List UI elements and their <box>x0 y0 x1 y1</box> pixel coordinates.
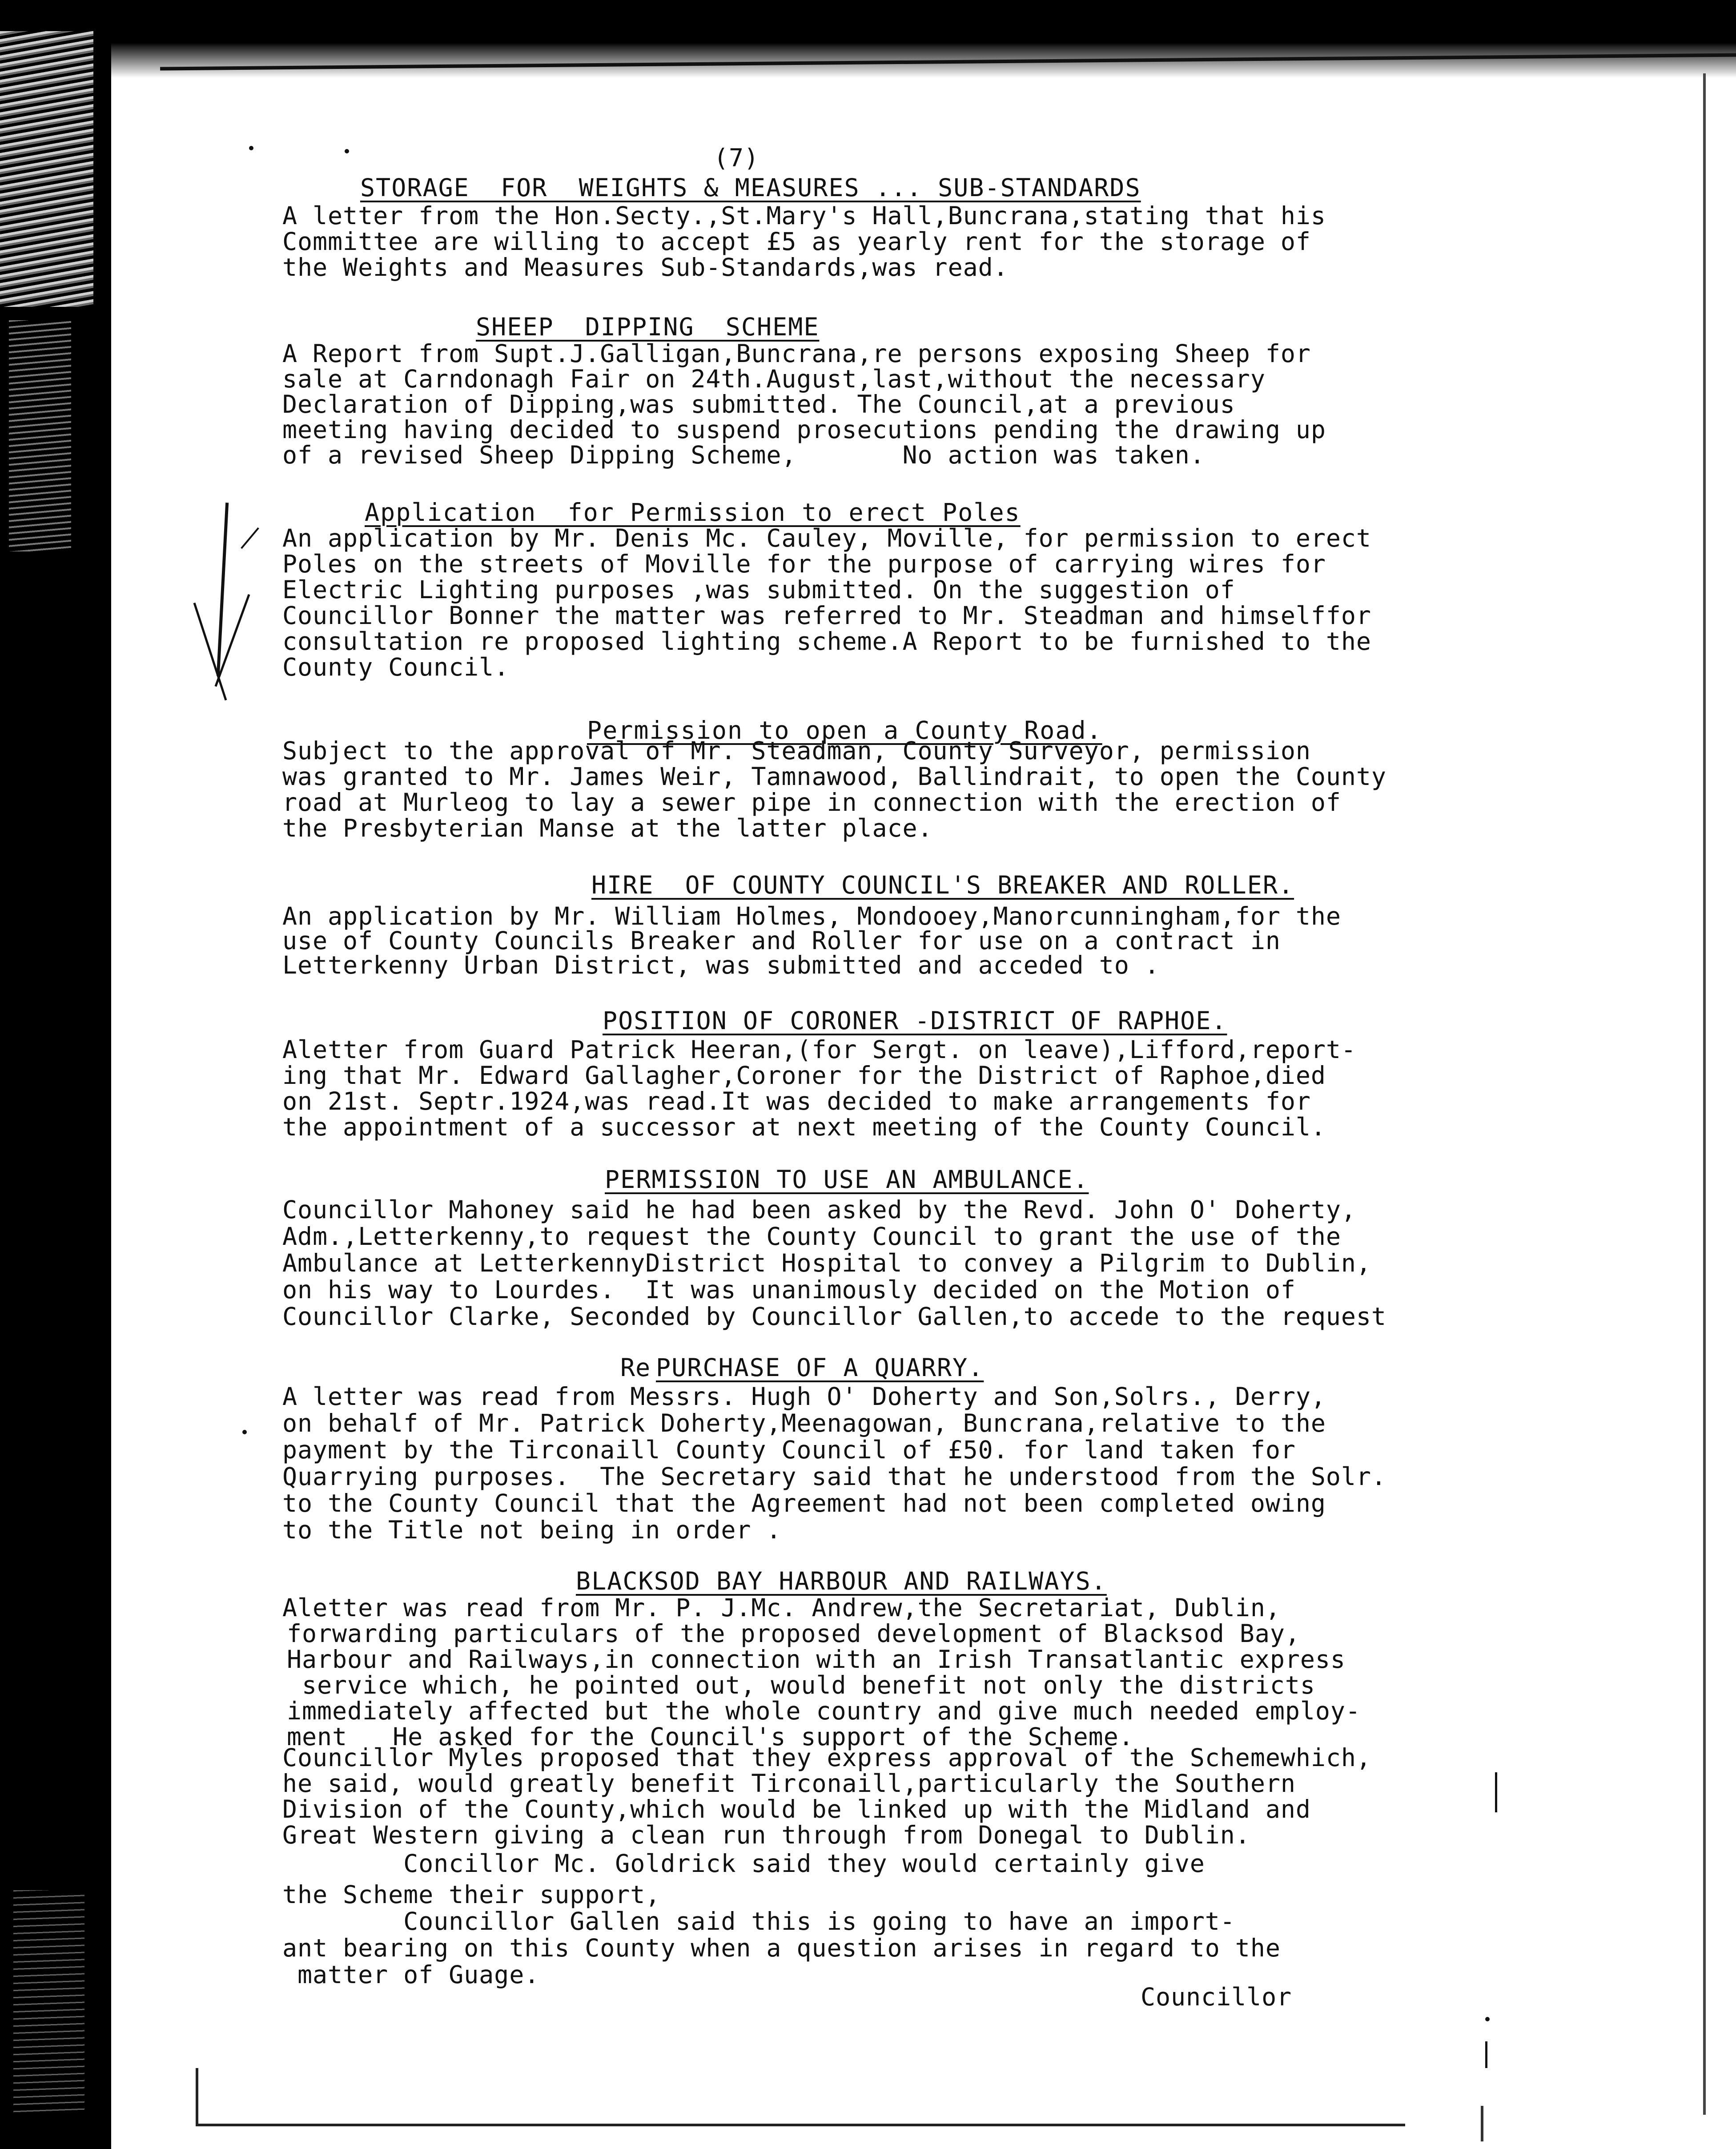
section-heading: PERMISSION TO USE AN AMBULANCE. <box>605 1165 1089 1194</box>
body-line: the appointment of a successor at next meeting of the County Council. <box>282 1113 1326 1141</box>
body-line: A Report from Supt.J.Galligan,Buncrana,re persons exposing Sheep for <box>282 339 1311 368</box>
body-line: use of County Councils Breaker and Roller for use on a contract in <box>282 926 1281 955</box>
body-line: Aletter from Guard Patrick Heeran,(for Sergt. on leave),Lifford,report- <box>282 1035 1356 1064</box>
body-line: immediately affected but the whole country and give much needed employ- <box>287 1697 1361 1725</box>
body-line: Councillor Bonner the matter was referred to Mr. Steadman and himselffor <box>282 601 1371 630</box>
body-line: the Weights and Measures Sub-Standards,was read. <box>282 253 1009 282</box>
body-line: payment by the Tirconaill County Council of £50. for land taken for <box>282 1436 1296 1464</box>
body-line: Aletter was read from Mr. P. J.Mc. Andrew,the Secretariat, Dublin, <box>282 1594 1281 1622</box>
body-line: Subject to the approval of Mr. Steadman, County Surveyor, permission <box>282 736 1311 765</box>
body-line: Councillor Myles proposed that they express approval of the Schemewhich, <box>282 1743 1371 1772</box>
body-line: ment He asked for the Council's support of the Scheme. <box>287 1722 1134 1751</box>
body-line: A letter from the Hon.Secty.,St.Mary's Hall,Buncrana,stating that his <box>282 201 1326 230</box>
body-line: matter of Guage. <box>282 1960 540 1989</box>
body-line: was granted to Mr. James Weir, Tamnawood, Ballindrait, to open the County <box>282 762 1386 791</box>
body-line: Adm.,Letterkenny,to request the County Council to grant the use of the <box>282 1222 1341 1251</box>
body-line: Ambulance at LetterkennyDistrict Hospital to convey a Pilgrim to Dublin, <box>282 1249 1371 1277</box>
body-line: Harbour and Railways,in connection with an Irish Transatlantic express <box>287 1645 1346 1674</box>
body-line: road at Murleog to lay a sewer pipe in connection with the erection of <box>282 788 1341 817</box>
body-line: An application by Mr. William Holmes, Mondooey,Manorcunningham,for the <box>282 902 1341 930</box>
body-line: Electric Lighting purposes ,was submitted. On the suggestion of <box>282 575 1235 604</box>
body-line: on behalf of Mr. Patrick Doherty,Meenagowan, Buncrana,relative to the <box>282 1409 1326 1437</box>
section-heading: BLACKSOD BAY HARBOUR AND RAILWAYS. <box>576 1567 1107 1595</box>
body-line: consultation re proposed lighting scheme.A Report to be furnished to the <box>282 627 1371 656</box>
body-line: the Scheme their support, <box>282 1880 661 1909</box>
body-line: Division of the County,which would be linked up with the Midland and <box>282 1795 1311 1823</box>
section-heading: HIRE OF COUNTY COUNCIL'S BREAKER AND ROLLER. <box>591 871 1294 899</box>
section-heading: POSITION OF CORONER -DISTRICT OF RAPHOE. <box>603 1006 1227 1035</box>
section-heading: SHEEP DIPPING SCHEME <box>476 313 820 341</box>
body-line: Councillor Clarke, Seconded by Councillor Gallen,to accede to the request <box>282 1302 1386 1331</box>
body-line: Quarrying purposes. The Secretary said that he understood from the Solr. <box>282 1462 1386 1491</box>
body-line: to the Title not being in order . <box>282 1516 782 1544</box>
body-line: Great Western giving a clean run through from Donegal to Dublin. <box>282 1821 1250 1849</box>
catchword: Councillor <box>1141 1983 1292 2011</box>
body-line: he said, would greatly benefit Tirconaill,particularly the Southern <box>282 1769 1296 1798</box>
body-line: Councillor Gallen said this is going to have an import- <box>282 1907 1235 1936</box>
section-heading-prefix: Re <box>620 1353 666 1382</box>
section-heading: Application for Permission to erect Poles <box>365 498 1021 527</box>
section-heading: PURCHASE OF A QUARRY. <box>656 1353 984 1382</box>
body-line: on 21st. Septr.1924,was read.It was decided to make arrangements for <box>282 1087 1311 1115</box>
body-line: ant bearing on this County when a question arises in regard to the <box>282 1934 1281 1962</box>
body-line: service which, he pointed out, would benefit not only the districts <box>287 1671 1315 1699</box>
body-line: of a revised Sheep Dipping Scheme, No action was taken. <box>282 441 1205 469</box>
body-line: sale at Carndonagh Fair on 24th.August,last,without the necessary <box>282 365 1266 393</box>
section-heading: STORAGE FOR WEIGHTS & MEASURES ... SUB-STANDARDS <box>360 173 1141 202</box>
body-line: on his way to Lourdes. It was unanimously decided on the Motion of <box>282 1276 1296 1304</box>
body-line: forwarding particulars of the proposed development of Blacksod Bay, <box>287 1619 1300 1648</box>
body-line: Committee are willing to accept £5 as yearly rent for the storage of <box>282 227 1311 256</box>
section-heading: Permission to open a County Road. <box>587 716 1102 745</box>
body-line: An application by Mr. Denis Mc. Cauley, Moville, for permission to erect <box>282 524 1371 552</box>
body-line: County Council. <box>282 653 510 681</box>
body-line: A letter was read from Messrs. Hugh O' Doherty and Son,Solrs., Derry, <box>282 1382 1326 1411</box>
body-line: Declaration of Dipping,was submitted. The Council,at a previous <box>282 390 1235 419</box>
body-line: Letterkenny Urban District, was submitted and acceded to . <box>282 951 1160 979</box>
body-line: Concillor Mc. Goldrick said they would certainly give <box>282 1849 1205 1878</box>
body-line: Councillor Mahoney said he had been asked by the Revd. John O' Doherty, <box>282 1195 1356 1224</box>
body-line: ing that Mr. Edward Gallagher,Coroner for the District of Raphoe,died <box>282 1061 1326 1090</box>
body-line: Poles on the streets of Moville for the purpose of carrying wires for <box>282 550 1326 578</box>
body-line: meeting having decided to suspend prosecutions pending the drawing up <box>282 415 1326 444</box>
page-number: (7) <box>714 144 760 172</box>
body-line: to the County Council that the Agreement had not been completed owing <box>282 1489 1326 1517</box>
body-line: the Presbyterian Manse at the latter place. <box>282 814 933 842</box>
